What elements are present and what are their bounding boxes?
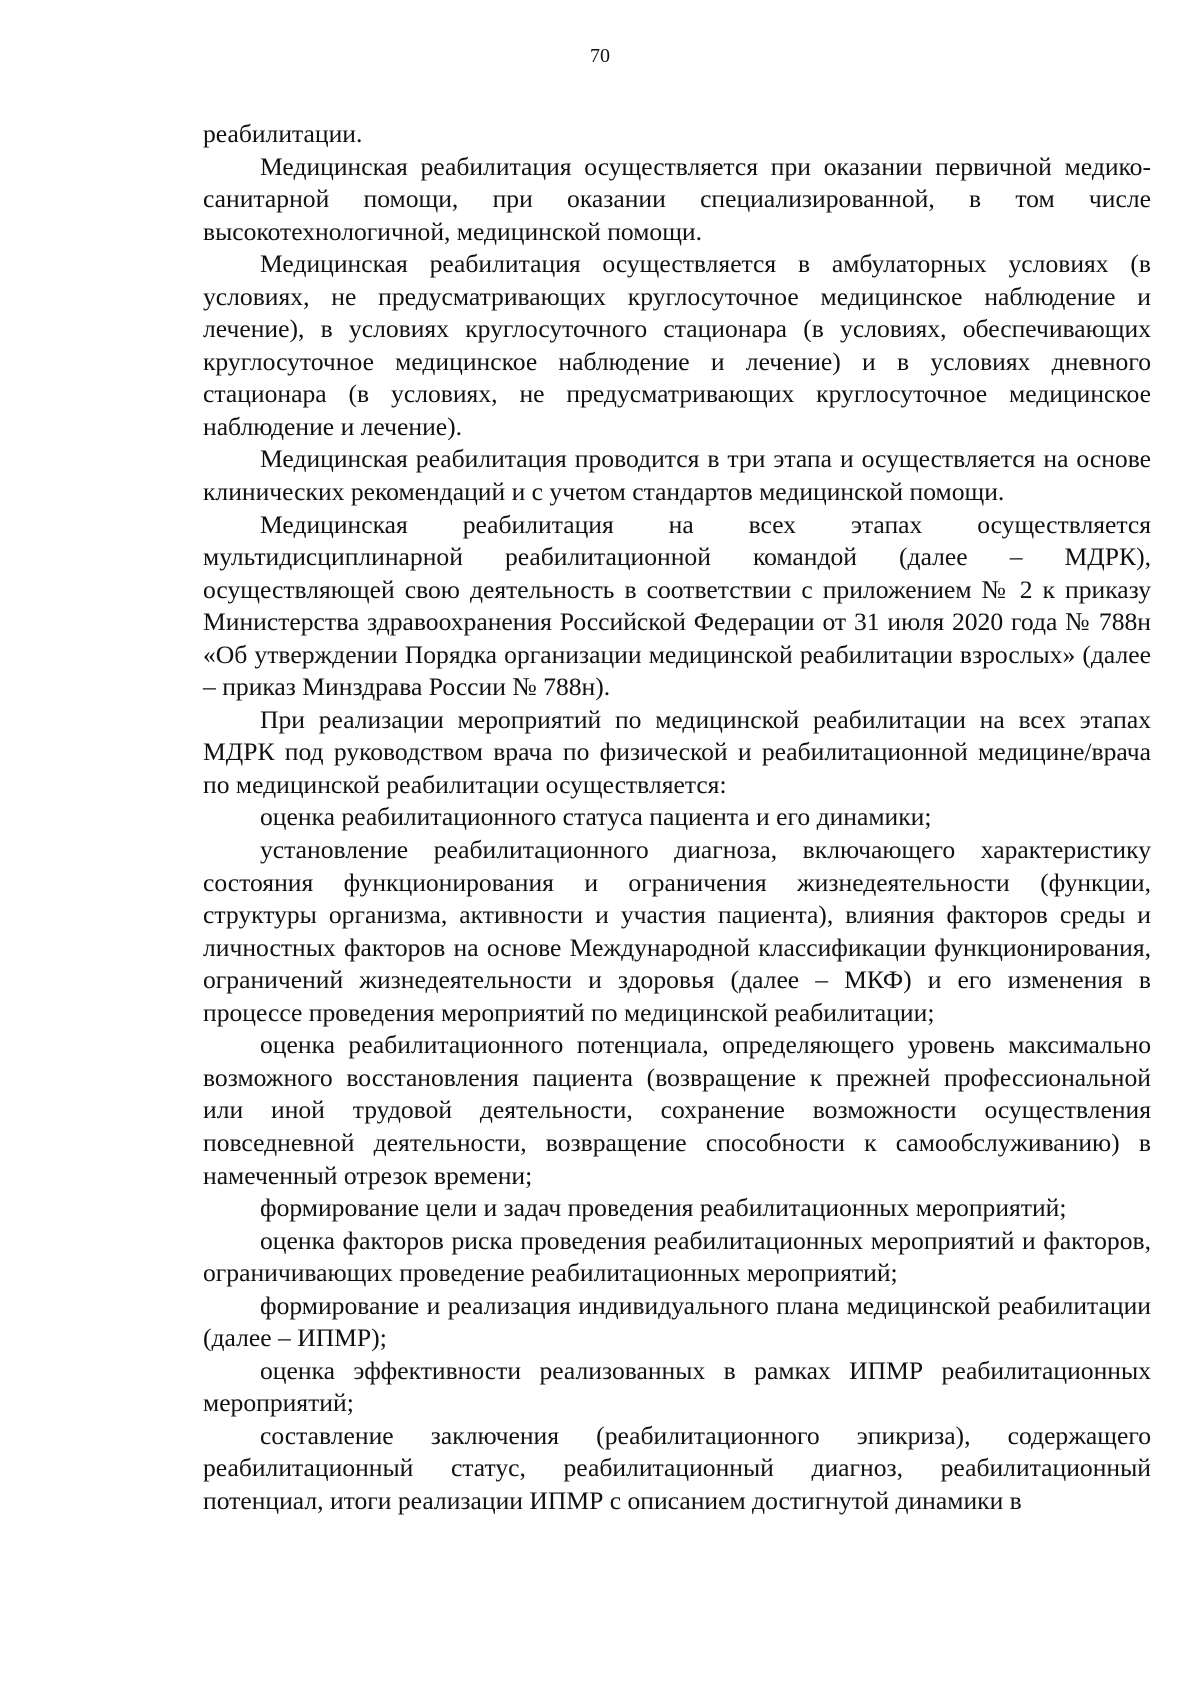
document-body — [203, 118, 1151, 1518]
paragraph: Медицинская реабилитация проводится в три этапа и осуществляется на основе клинических рекомендаций и с учетом стандартов медицинской помощи. — [203, 444, 1151, 507]
paragraph: При реализации мероприятий по медицинской реабилитации на всех этапах МДРК под руководством врача по физической и реабилитационной медицине/врача по медицинской реабилитации осуществляется: — [203, 704, 1151, 799]
page-number: 70 — [590, 45, 610, 67]
paragraph: Медицинская реабилитация на всех этапах осуществляется мультидисциплинарной реабилитационной командой (далее – МДРК), осуществляющей свою деятельность в соответствии с приложением № 2 к приказу Министерства здравоохранения Российской Федерации от 31 июля 2020 года № 788н «Об утверждении Порядка организации медицинской реабилитации взрослых» (далее – приказ Минздрава России № 788н). — [203, 509, 1151, 702]
list-item: оценка факторов риска проведения реабилитационных мероприятий и факторов, ограничивающих проведение реабилитационных мероприятий; — [203, 1225, 1151, 1288]
paragraph: Медицинская реабилитация осуществляется в амбулаторных условиях (в условиях, не предусматривающих круглосуточное медицинское наблюдение и лечение), в условиях круглосуточного стационара (в условиях, обеспечивающих круглосуточное медицинское наблюдение и лечение) и в условиях дневного стационара (в условиях, не предусматривающих круглосуточное медицинское наблюдение и лечение). — [203, 249, 1151, 441]
list-item: оценка реабилитационного статуса пациента и его динамики; — [260, 802, 932, 832]
list-item: установление реабилитационного диагноза, включающего характеристику состояния функционирования и ограничения жизнедеятельности (функции, структуры организма, активности и участия пациента), влияния факторов среды и личностных факторов на основе Международной классификации функционирования, ограничений жизнедеятельности и здоровья (далее – МКФ) и его изменения в процессе проведения мероприятий по медицинской реабилитации; — [203, 835, 1151, 1027]
paragraph-continuation: реабилитации. — [203, 119, 363, 148]
list-item: формирование цели и задач проведения реабилитационных мероприятий; — [260, 1193, 1067, 1223]
list-item: оценка реабилитационного потенциала, определяющего уровень максимально возможного восстановления пациента (возвращение к прежней профессиональной или иной трудовой деятельности, сохранение возможности осуществления повседневной деятельности, возвращение способности к самообслуживанию) в намеченный отрезок времени; — [203, 1030, 1151, 1190]
list-item: составление заключения (реабилитационного эпикриза), содержащего реабилитационный статус, реабилитационный диагноз, реабилитационный потенциал, итоги реализации ИПМР с описанием достигнутой динамики в — [203, 1420, 1151, 1515]
list-item: формирование и реализация индивидуального плана медицинской реабилитации (далее – ИПМР); — [203, 1290, 1151, 1353]
list-item: оценка эффективности реализованных в рамках ИПМР реабилитационных мероприятий; — [203, 1355, 1151, 1418]
paragraph: Медицинская реабилитация осуществляется при оказании первичной медико-санитарной помощи, при оказании специализированной, в том числе высокотехнологичной, медицинской помощи. — [203, 151, 1151, 246]
